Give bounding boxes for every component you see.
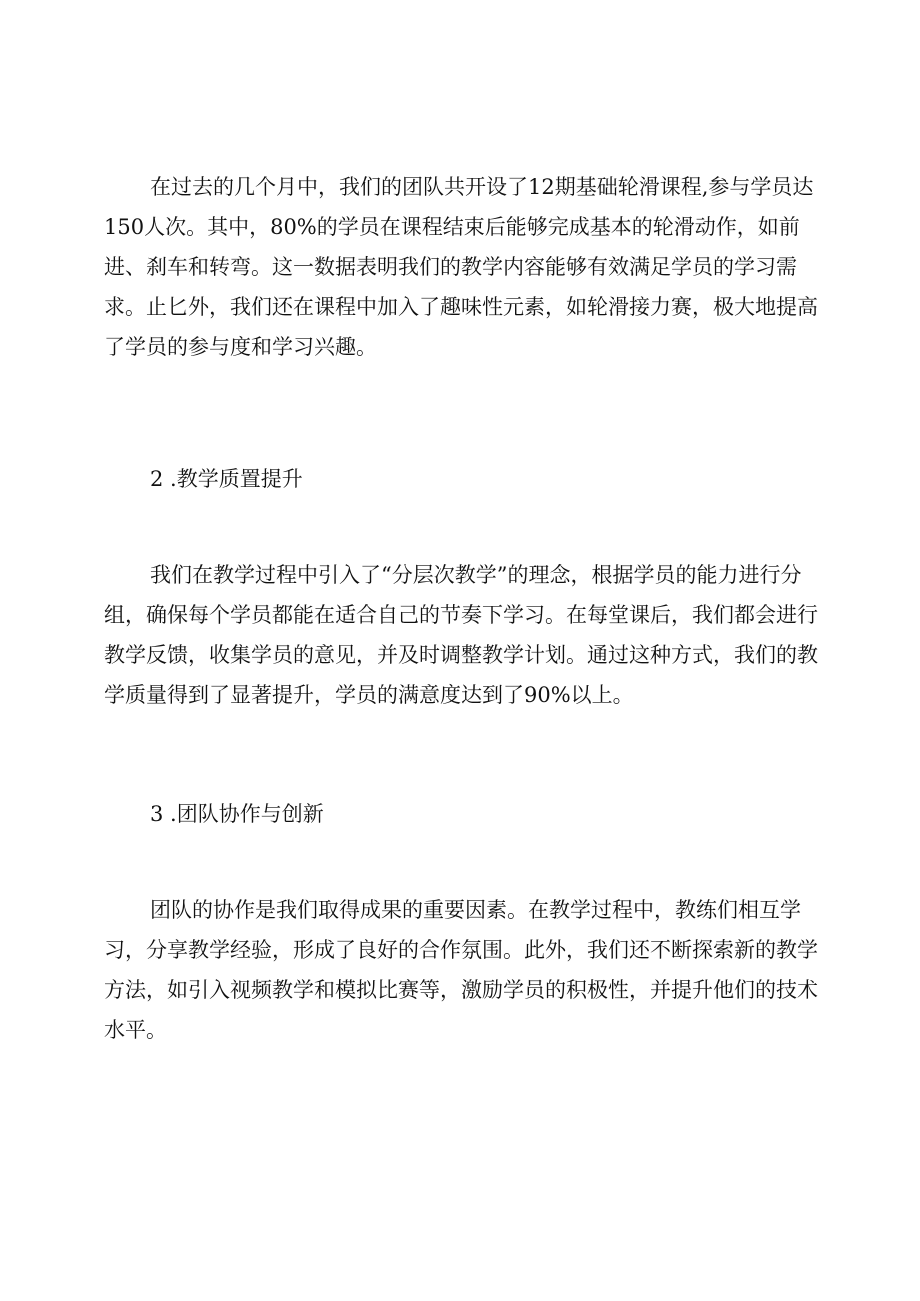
- heading-teaching-quality: 2 .教学质置提升: [150, 467, 303, 491]
- paragraph-teaching-quality: 我们在教学过程中引入了“分层次教学”的理念，根据学员的能力进行分组，确保每个学员都能在适合自己的节奏下学习。在每堂课后，我们都会进行教学反馈，收集学员的意见，并及时调整教学计划。通过这种方式，我们的教学质量得到了显著提升，学员的满意度达到了90%以上。: [104, 563, 818, 707]
- paragraph-course-summary: 在过去的几个月中，我们的团队共开设了12期基础轮滑课程,参与学员达150人次。其中，80%的学员在课程结束后能够完成基本的轮滑动作，如前进、刹车和转弯。这一数据表明我们的教学内容能够有效满足学员的学习需求。止匕外，我们还在课程中加入了趣味性元素，如轮滑接力赛，极大地提高了学员的参与度和学习兴趣。: [104, 175, 818, 359]
- paragraph-team-collaboration: 团队的协作是我们取得成果的重要因素。在教学过程中，教练们相互学习，分享教学经验，形成了良好的合作氛围。此外，我们还不断探索新的教学方法，如引入视频教学和模拟比赛等，激励学员的积极性，并提升他们的技术水平。: [104, 898, 818, 1042]
- heading-team-collaboration: 3 .团队协作与创新: [150, 802, 324, 826]
